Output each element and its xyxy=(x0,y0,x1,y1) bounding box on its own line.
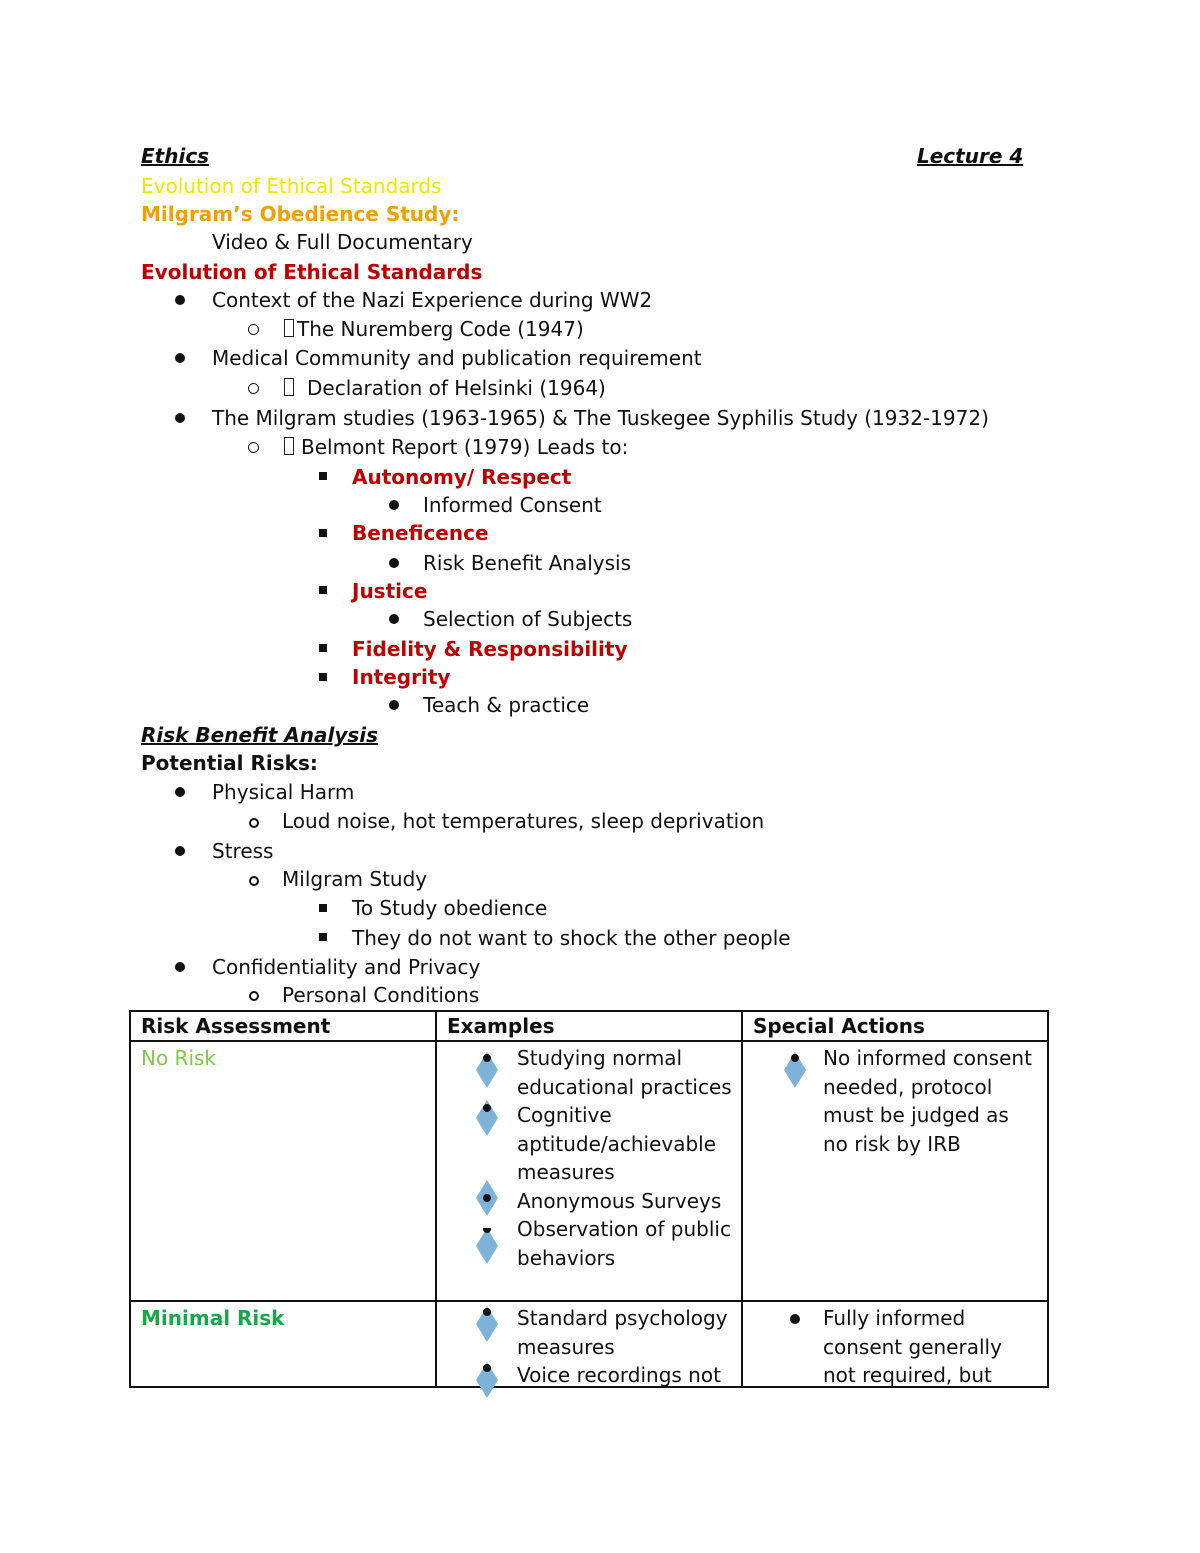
list-item: Voice recordings not xyxy=(517,1363,721,1387)
risk-physical-sub: Loud noise, hot temperatures, sleep deprivation xyxy=(282,809,765,833)
square-bullet-icon xyxy=(319,529,327,537)
missing-glyph-icon xyxy=(284,437,294,455)
principle-beneficence: Beneficence xyxy=(352,521,489,545)
square-bullet-icon xyxy=(319,644,327,652)
square-bullet-icon xyxy=(319,586,327,594)
evolution-item-2-sub: Declaration of Helsinki (1964) xyxy=(307,376,606,400)
list-item: Studying normal educational practices xyxy=(517,1046,732,1099)
milgram-heading: Milgram’s Obedience Study: xyxy=(141,202,460,226)
list-item: No informed consent needed, protocol must be judged as no risk by IRB xyxy=(823,1046,1032,1156)
diamond-bullet-icon xyxy=(476,1180,498,1216)
principle-integrity: Integrity xyxy=(352,665,451,689)
missing-glyph-icon xyxy=(284,378,294,396)
diamond-bullet-icon xyxy=(476,1228,498,1264)
risk-table xyxy=(129,1010,1049,1388)
principle-autonomy-detail: Informed Consent xyxy=(423,493,602,517)
actions-list xyxy=(823,1044,1038,1158)
circle-bullet-icon xyxy=(249,876,259,886)
table-cell xyxy=(130,1301,436,1387)
risk-confidentiality-sub: Personal Conditions xyxy=(282,983,480,1007)
evolution-item-2: Medical Community and publication requirement xyxy=(212,346,702,370)
stress-point-2: They do not want to shock the other people xyxy=(352,926,791,950)
risk-stress-sub: Milgram Study xyxy=(282,867,428,891)
table-row xyxy=(130,1041,1048,1301)
circle-bullet-icon xyxy=(248,383,259,394)
missing-glyph-icon xyxy=(284,319,294,337)
section-title-yellow: Evolution of Ethical Standards xyxy=(141,174,442,198)
diamond-bullet-icon xyxy=(784,1052,806,1088)
potential-risks-heading: Potential Risks: xyxy=(141,751,318,775)
examples-list xyxy=(517,1044,732,1272)
principle-justice: Justice xyxy=(352,579,428,603)
list-item: Observation of public behaviors xyxy=(517,1217,731,1270)
table-cell xyxy=(130,1041,436,1301)
table-header: Risk Assessment xyxy=(130,1011,436,1041)
table-header: Special Actions xyxy=(742,1011,1048,1041)
bullet-icon xyxy=(389,614,399,624)
list-item: Cognitive aptitude/achievable measures xyxy=(517,1103,717,1184)
list-item: Fully informed consent generally not required, but xyxy=(823,1306,1002,1387)
table-cell xyxy=(742,1301,1048,1387)
evolution-item-3: The Milgram studies (1963-1965) & The Tuskegee Syphilis Study (1932-1972) xyxy=(212,406,989,430)
square-bullet-icon xyxy=(319,673,327,681)
bullet-icon xyxy=(389,700,399,710)
course-title: Ethics xyxy=(141,144,210,168)
principle-fidelity: Fidelity & Responsibility xyxy=(352,637,628,661)
principle-justice-detail: Selection of Subjects xyxy=(423,607,633,631)
square-bullet-icon xyxy=(319,933,327,941)
square-bullet-icon xyxy=(319,472,327,480)
risk-stress: Stress xyxy=(212,839,274,863)
diamond-bullet-icon xyxy=(476,1052,498,1088)
risk-physical: Physical Harm xyxy=(212,780,355,804)
table-cell xyxy=(742,1041,1048,1301)
principle-integrity-detail: Teach & practice xyxy=(423,693,590,717)
circle-bullet-icon xyxy=(248,324,259,335)
actions-list xyxy=(823,1304,1038,1390)
principle-beneficence-detail: Risk Benefit Analysis xyxy=(423,551,632,575)
stress-point-1: To Study obedience xyxy=(352,896,548,920)
lecture-number: Lecture 4 xyxy=(917,144,1024,168)
evolution-item-3-sub: Belmont Report (1979) Leads to: xyxy=(301,435,629,459)
diamond-bullet-icon xyxy=(476,1100,498,1136)
table-cell xyxy=(436,1041,742,1301)
evolution-item-1: Context of the Nazi Experience during WW2 xyxy=(212,288,653,312)
diamond-bullet-icon xyxy=(476,1362,498,1398)
bullet-icon xyxy=(175,353,185,363)
bullet-icon xyxy=(175,413,185,423)
bullet-icon xyxy=(389,500,399,510)
square-bullet-icon xyxy=(319,904,327,912)
milgram-video: Video & Full Documentary xyxy=(212,230,473,254)
examples-list xyxy=(517,1304,732,1390)
evolution-item-1-sub: The Nuremberg Code (1947) xyxy=(297,317,584,341)
bullet-icon xyxy=(790,1314,800,1324)
bullet-icon xyxy=(389,558,399,568)
circle-bullet-icon xyxy=(249,818,259,828)
risk-level-no-risk: No Risk xyxy=(141,1046,217,1070)
table-header: Examples xyxy=(436,1011,742,1041)
table-header-row xyxy=(130,1011,1048,1041)
principle-autonomy: Autonomy/ Respect xyxy=(352,465,572,489)
risk-confidentiality: Confidentiality and Privacy xyxy=(212,955,481,979)
list-item: Standard psychology measures xyxy=(517,1306,728,1359)
diamond-bullet-icon xyxy=(476,1306,498,1342)
bullet-icon xyxy=(175,787,185,797)
bullet-icon xyxy=(175,962,185,972)
circle-bullet-icon xyxy=(249,991,259,1001)
table-row xyxy=(130,1301,1048,1387)
table-cell xyxy=(436,1301,742,1387)
circle-bullet-icon xyxy=(248,442,259,453)
bullet-icon xyxy=(175,846,185,856)
rba-heading: Risk Benefit Analysis xyxy=(141,723,379,747)
evolution-heading: Evolution of Ethical Standards xyxy=(141,260,483,284)
list-item: Anonymous Surveys xyxy=(517,1188,722,1213)
bullet-icon xyxy=(175,295,185,305)
risk-level-minimal-risk: Minimal Risk xyxy=(141,1306,285,1330)
